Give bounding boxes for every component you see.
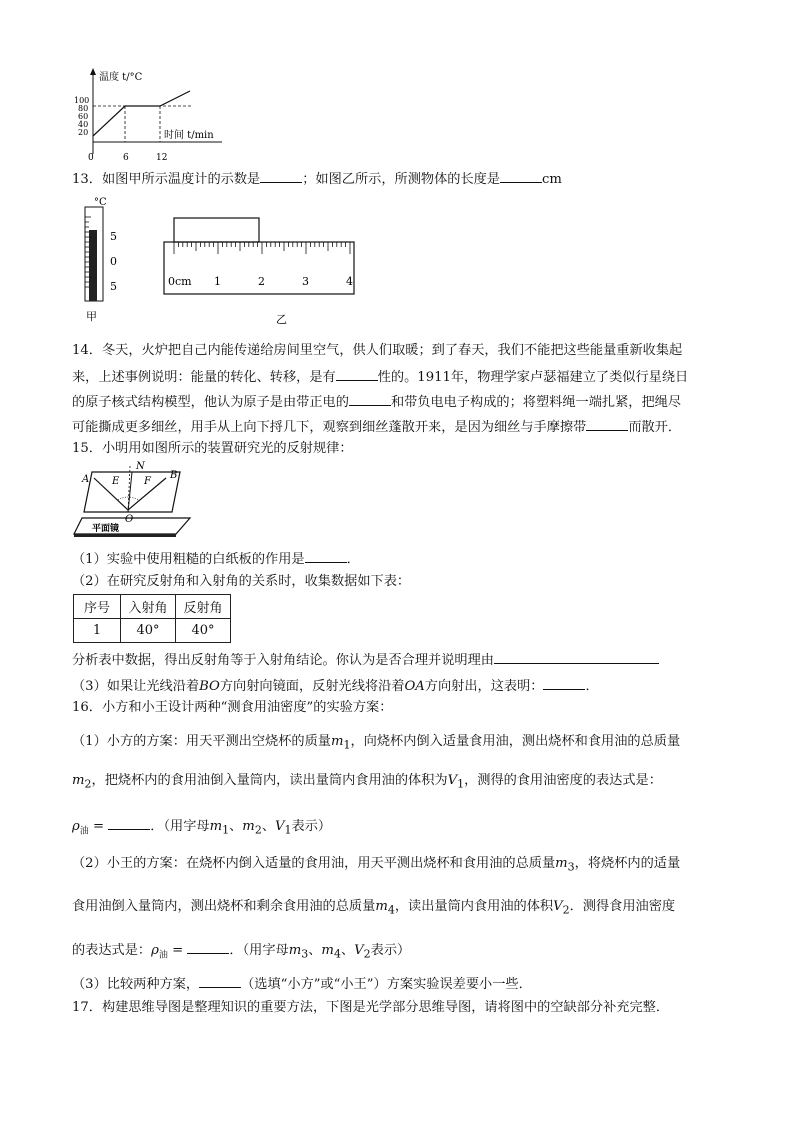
graph-xlabel: 时间 t/min bbox=[164, 130, 214, 141]
q13-text-a: 13．如图甲所示温度计的示数是 bbox=[72, 172, 261, 187]
q16-part-2-line-1 bbox=[72, 854, 680, 878]
symbol-rho: ρ bbox=[151, 943, 159, 958]
thermo-caption: 甲 bbox=[86, 310, 97, 323]
q16-text: ．测得食用油密度 bbox=[569, 899, 676, 914]
graph-ytick-60: 60 bbox=[78, 112, 89, 121]
q15-text: （2）在研究反射角和入射角的关系时，收集数据如下表： bbox=[72, 574, 411, 589]
answer-blank[interactable] bbox=[586, 416, 628, 431]
mirror-label: 平面镜 bbox=[92, 524, 120, 534]
q16-text: ，读出量筒内食用油的体积 bbox=[394, 899, 554, 914]
thermometer-figure bbox=[72, 194, 132, 324]
q16-rho-expression-1 bbox=[72, 815, 331, 842]
answer-blank[interactable] bbox=[543, 675, 585, 690]
subscript: 3 bbox=[567, 860, 575, 874]
reflection-data-table bbox=[73, 594, 231, 643]
answer-blank[interactable] bbox=[336, 366, 378, 381]
ruler-figure bbox=[160, 212, 360, 328]
q14-text: 而散开． bbox=[628, 420, 682, 435]
subscript: 1 bbox=[222, 823, 230, 837]
q15-title bbox=[72, 439, 353, 459]
ruler-tick-0cm: 0cm bbox=[168, 275, 192, 288]
subscript: 4 bbox=[333, 947, 341, 961]
q15-text: 分析表中数据，得出反射角等于入射角结论。你认为是否合理并说明理由 bbox=[72, 653, 494, 668]
label-A: A bbox=[82, 474, 90, 485]
label-B: B bbox=[170, 470, 178, 481]
subscript: 2 bbox=[84, 777, 92, 791]
symbol-v: V bbox=[447, 773, 458, 788]
q16-text: （3）比较两种方案， bbox=[72, 977, 200, 992]
graph-ytick-40: 40 bbox=[78, 120, 89, 129]
q16-text: ，测得的食用油密度的表达式是： bbox=[464, 773, 662, 788]
subscript: 1 bbox=[284, 823, 292, 837]
equals-sign: = bbox=[92, 819, 105, 834]
graph-ytick-80: 80 bbox=[78, 104, 89, 113]
answer-blank[interactable] bbox=[494, 649, 659, 664]
q15-text: 方向射出，这表明： bbox=[424, 679, 544, 694]
q14-text: 可能撕成更多细丝，用手从上向下捋几下，观察到细丝蓬散开来，是因为细丝与手摩擦带 bbox=[72, 420, 587, 435]
separator: 、 bbox=[261, 819, 275, 834]
ruler-tick-3: 3 bbox=[302, 275, 309, 288]
answer-blank[interactable] bbox=[500, 168, 542, 183]
graph-xtick-12: 12 bbox=[156, 153, 168, 163]
incident-ray bbox=[94, 478, 128, 510]
answer-blank[interactable] bbox=[187, 939, 229, 954]
symbol-m: m bbox=[555, 856, 568, 871]
ruler-tick-1: 1 bbox=[214, 275, 221, 288]
answer-blank[interactable] bbox=[108, 815, 150, 830]
answer-blank[interactable] bbox=[349, 391, 391, 406]
q16-title-text: 16．小方和小王设计两种“测食用油密度”的实验方案： bbox=[72, 700, 393, 715]
thermo-liquid-column bbox=[89, 230, 97, 301]
q16-part-1-line-2 bbox=[72, 771, 662, 795]
q15-title-text: 15．小明用如图所示的装置研究光的反射规律： bbox=[72, 441, 353, 456]
q16-title bbox=[72, 698, 392, 718]
q16-text: ，将烧杯内的适量 bbox=[574, 856, 681, 871]
subscript-oil: 油 bbox=[79, 826, 89, 837]
symbol-v: V bbox=[354, 943, 364, 958]
q15-text: （1）实验中使用粗糙的白纸板的作用是 bbox=[72, 552, 305, 567]
q16-text: （选填“小方”或“小王”）方案实验误差要小一些． bbox=[241, 977, 532, 992]
label-O: O bbox=[125, 514, 134, 525]
q16-part-2-line-2 bbox=[72, 897, 675, 921]
q16-text: ，向烧杯内倒入适量食用油，测出烧杯和食用油的总质量 bbox=[350, 734, 681, 749]
table-header: 反射角 bbox=[176, 595, 231, 619]
q16-text: 的表达式是： bbox=[72, 943, 152, 958]
q16-text: 食用油倒入量筒内，测出烧杯和剩余食用油的总质量 bbox=[72, 899, 376, 914]
thermo-tick-0: 0 bbox=[110, 255, 117, 268]
answer-blank[interactable] bbox=[305, 548, 347, 563]
symbol-v: V bbox=[275, 819, 285, 834]
q14-line-2 bbox=[72, 366, 688, 388]
symbol-m: m bbox=[72, 773, 85, 788]
q15-part-2 bbox=[72, 572, 410, 592]
answer-blank[interactable] bbox=[199, 973, 241, 988]
q17-text: 17．构建思维导图是整理知识的重要方法，下图是光学部分思维导图，请将图中的空缺部分补充完整． bbox=[72, 1000, 670, 1015]
q15-part-1 bbox=[72, 548, 360, 570]
ray-bo: BO bbox=[199, 679, 220, 694]
label-E: E bbox=[112, 476, 120, 487]
q15-text: 方向射向镜面，反射光线将沿着 bbox=[219, 679, 405, 694]
q16-text: （1）小方的方案：用天平测出空烧杯的质量 bbox=[72, 734, 331, 749]
q14-line-1 bbox=[72, 341, 682, 361]
subscript: 1 bbox=[457, 777, 465, 791]
table-header: 入射角 bbox=[121, 595, 176, 619]
q14-line-3 bbox=[72, 391, 681, 413]
q14-text: 性的。1911年，物理学家卢瑟福建立了类似行星绕日 bbox=[377, 370, 689, 385]
q13-text-b: ；如图乙所示，所测物体的长度是 bbox=[302, 172, 501, 187]
q16-part-2-line-3 bbox=[72, 939, 410, 966]
reflection-apparatus-figure bbox=[72, 460, 202, 540]
table-cell: 40° bbox=[176, 619, 231, 643]
symbol-v: V bbox=[553, 899, 563, 914]
q15-text: ． bbox=[346, 552, 360, 567]
ruler-caption: 乙 bbox=[276, 313, 287, 326]
table-header-row bbox=[74, 595, 231, 619]
ray-oa: OA bbox=[404, 679, 425, 694]
subscript: 2 bbox=[363, 947, 371, 961]
q16-part-1-line-1 bbox=[72, 732, 680, 756]
q14-line-4 bbox=[72, 416, 681, 438]
symbol-m: m bbox=[209, 819, 223, 834]
q16-text: ．（用字母 bbox=[150, 819, 210, 834]
graph-ylabel: 温度 t/°C bbox=[99, 72, 143, 83]
measured-block bbox=[174, 218, 259, 242]
temperature-time-graph bbox=[72, 66, 252, 166]
symbol-m: m bbox=[321, 943, 334, 958]
thermo-tick-5-lower: 5 bbox=[110, 280, 117, 293]
table-header: 序号 bbox=[74, 595, 121, 619]
q16-text: （2）小王的方案：在烧杯内倒入适量的食用油，用天平测出烧杯和食用油的总质量 bbox=[72, 856, 556, 871]
separator: 、 bbox=[229, 819, 243, 834]
q16-text: ．（用字母 bbox=[229, 943, 289, 958]
symbol-m: m bbox=[242, 819, 255, 834]
q14-text: 14．冬天，火炉把自己内能传递给房间里空气，供人们取暖；到了春天，我们不能把这些能量重新收集起 bbox=[72, 343, 683, 358]
q16-text: ，把烧杯内的食用油倒入量筒内，读出量筒内食用油的体积为 bbox=[91, 773, 448, 788]
table-row bbox=[74, 619, 231, 643]
q15-analysis bbox=[72, 649, 659, 671]
q16-text: 表示） bbox=[291, 819, 332, 834]
subscript: 3 bbox=[301, 947, 309, 961]
q15-text: （3）如果让光线沿着 bbox=[72, 679, 200, 694]
subscript: 2 bbox=[254, 823, 262, 837]
q13-unit: cm bbox=[542, 172, 562, 187]
thermo-tick-5-upper: 5 bbox=[110, 230, 117, 243]
q15-part-3 bbox=[72, 675, 599, 697]
separator: 、 bbox=[308, 943, 322, 958]
question-13 bbox=[72, 168, 562, 190]
thermo-unit: °C bbox=[94, 197, 107, 208]
symbol-m: m bbox=[375, 899, 388, 914]
answer-blank[interactable] bbox=[260, 168, 302, 183]
subscript: 4 bbox=[387, 903, 395, 917]
q14-text: 来，上述事例说明：能量的转化、转移，是有 bbox=[72, 370, 336, 385]
q15-text: ． bbox=[585, 679, 599, 694]
ruler-tick-2: 2 bbox=[258, 275, 265, 288]
symbol-m: m bbox=[330, 734, 344, 749]
q16-text: 表示） bbox=[370, 943, 411, 958]
symbol-m: m bbox=[288, 943, 302, 958]
ruler-tick-4: 4 bbox=[346, 275, 353, 288]
graph-xtick-0: 0 bbox=[88, 153, 94, 163]
label-F: F bbox=[144, 476, 151, 487]
subscript-oil: 油 bbox=[158, 950, 168, 961]
table-cell: 1 bbox=[74, 619, 121, 643]
q16-part-3 bbox=[72, 973, 532, 995]
graph-xtick-6: 6 bbox=[123, 153, 129, 163]
graph-ytick-20: 20 bbox=[78, 128, 89, 137]
graph-ytick-100: 100 bbox=[74, 96, 90, 105]
subscript: 2 bbox=[562, 903, 570, 917]
subscript: 1 bbox=[343, 738, 351, 752]
q14-text: 和带负电电子构成的；将塑料绳一端扎紧，把绳尽 bbox=[390, 395, 682, 410]
label-N: N bbox=[136, 461, 145, 472]
equals-sign: = bbox=[172, 943, 184, 958]
table-cell: 40° bbox=[121, 619, 176, 643]
separator: 、 bbox=[340, 943, 355, 958]
question-17 bbox=[72, 998, 669, 1018]
symbol-rho: ρ bbox=[72, 819, 80, 834]
q14-text: 的原子核式结构模型，他认为原子是由带正电的 bbox=[72, 395, 349, 410]
